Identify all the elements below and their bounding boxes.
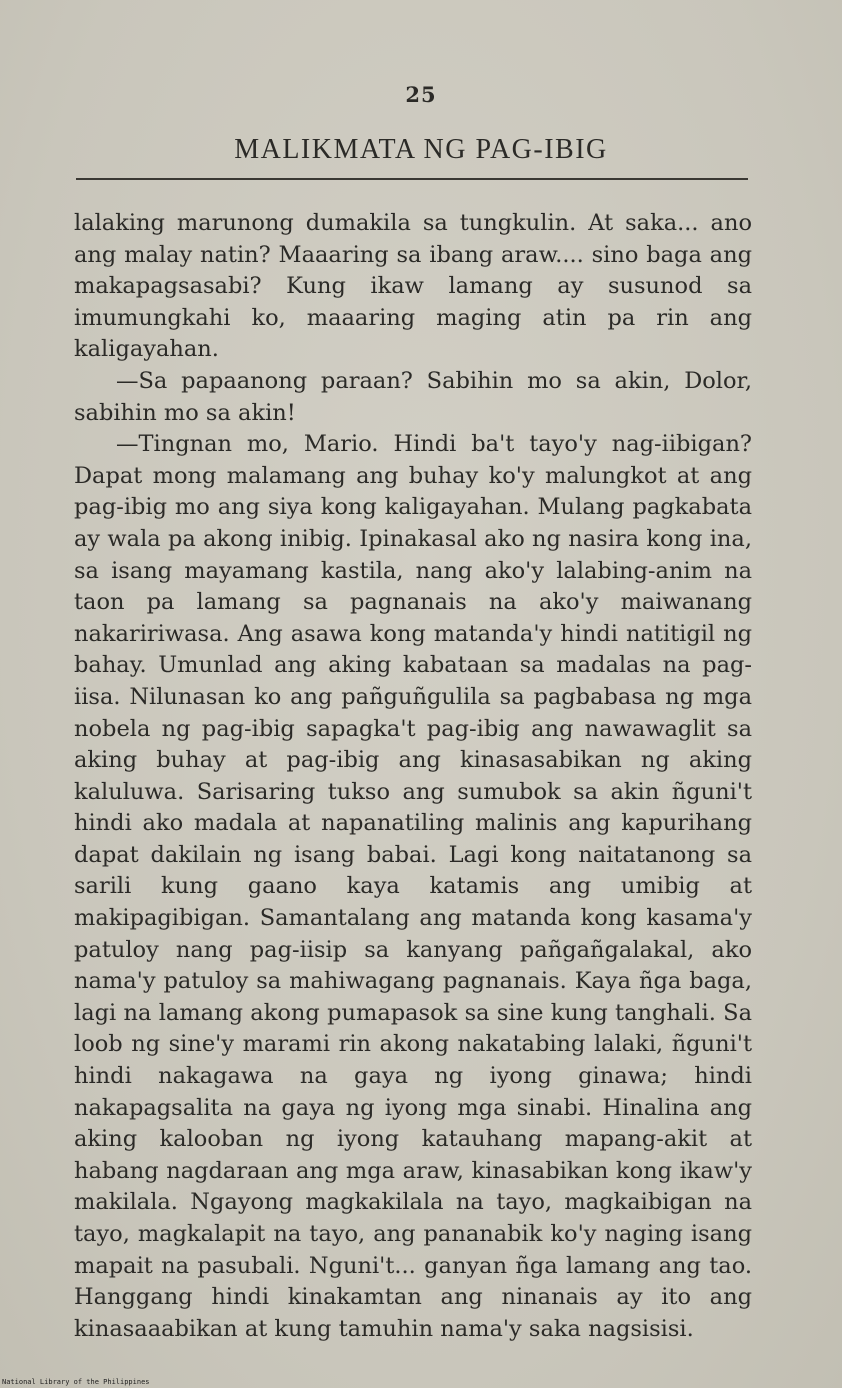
- title-divider: [76, 178, 748, 180]
- library-credit: National Library of the Philippines: [2, 1378, 150, 1386]
- paragraph-dialogue: —Sa papaanong paraan? Sabihin mo sa akin, Dolor, sabihin mo sa akin!: [74, 367, 752, 426]
- paragraph-dialogue: —Tingnan mo, Mario. Hindi ba't tayo'y nag-iibigan? Dapat mong malamang ang buhay ko'y malungkot at ang pag-ibig mo ang siya kong kaligayahan. Mulang pagkabata ay wala pa akong inibig. Ipinakasal ako ng nasira kong ina, sa isang mayamang kastila, nang ako'y lalabing-anim na taon pa lamang sa pagnanais na ako'y maiwanang nakaririwasa. Ang asawa kong matanda'y hindi natitigil ng bahay. Umunlad ang aking kabataan sa madalas na pag-iisa. Nilunasan ko ang pañguñgulila sa pagbabasa ng mga nobela ng pag-ibig sapagka't pag-ibig ang nawawaglit sa aking buhay at pag-ibig ang kinasasabikan ng aking kaluluwa. Sarisaring tukso ang sumubok sa akin ñguni't hindi ako madala at napanatiling malinis ang kapurihang dapat dakilain ng isang babai. Lagi kong naitatanong sa sarili kung gaano kaya katamis ang umibig at makipagibigan. Samantalang ang matanda kong kasama'y patuloy nang pag-iisip sa kanyang pañgañgalakal, ako nama'y patuloy sa mahiwagang pagnanais. Kaya ñga baga, lagi na lamang akong pumapasok sa sine kung tanghali. Sa loob ng sine'y marami rin akong nakatabing lalaki, ñguni't hindi nakagawa na gaya ng iyong ginawa; hindi nakapagsalita na gaya ng iyong mga sinabi. Hinalina ang aking kalooban ng iyong katauhang mapang-akit at habang nagdaraan ang mga araw, kinasabikan kong ikaw'y makilala. Ngayong magkakilala na tayo, magkaibigan na tayo, magkalapit na tayo, ang pananabik ko'y naging isang mapait na pasubali. Nguni't... ganyan ñga lamang ang tao. Hanggang hindi kinakamtan ang ninanais ay ito ang kinasaaabikan at kung tamuhin nama'y saka nagsisisi.: [74, 431, 752, 1342]
- chapter-title: MALIKMATA NG PAG-IBIG: [234, 134, 608, 165]
- body-text: [74, 208, 752, 1345]
- paragraph-continuation: lalaking marunong dumakila sa tungkulin. At saka... ano ang malay natin? Maaaring sa ibang araw.... sino baga ang makapagsasabi? Kung ikaw lamang ay susunod sa imumungkahi ko, maaaring maging atin pa rin ang kaligayahan.: [74, 210, 752, 363]
- page-number: 25: [405, 82, 437, 107]
